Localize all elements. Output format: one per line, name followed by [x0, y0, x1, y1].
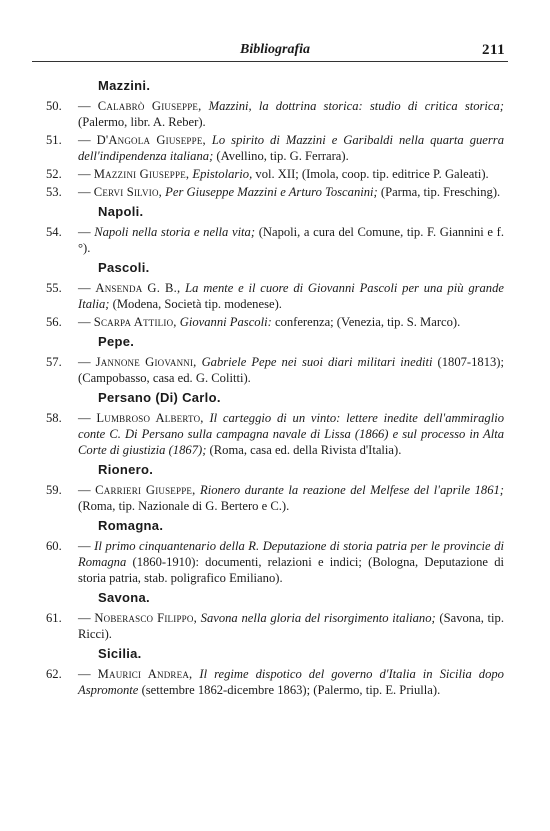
- entry-author: Noberasco Filippo,: [94, 611, 197, 625]
- section: [46, 646, 504, 698]
- entry-title: Epistolario,: [192, 167, 253, 181]
- entry-publication: (1860-1910): documenti, relazioni e indici; (Bologna, Deputazione di storia patria, stab. poligrafico Emiliano).: [78, 555, 504, 585]
- bibliography-entry: 62. — Maurici Andrea, Il regime dispotico del governo d'Italia in Sicilia dopo Aspromonte (settembre 1862-dicembre 1863); (Palermo, tip. E. Priulla).: [46, 667, 504, 697]
- entry-number: 61.: [46, 611, 62, 625]
- entry-publication: vol. XII; (Imola, coop. tip. editrice P. Galeati).: [255, 167, 489, 181]
- section-heading: Pepe.: [98, 334, 135, 349]
- entry-title: Il carteggio di un vinto: lettere inedite dell'ammiraglio conte C. Di Persano sulla campagna navale di Lissa (1866) e sul processo in Alta Corte di giustizia (1867);: [78, 411, 504, 457]
- entry-publication: (Palermo, libr. A. Reber).: [78, 115, 206, 129]
- section: [46, 78, 504, 200]
- entry-author: Mazzini Giuseppe,: [93, 167, 190, 181]
- section-heading: Pascoli.: [98, 260, 150, 275]
- entry-number: 51.: [46, 133, 62, 147]
- entry-author: Cervi Silvio,: [93, 185, 162, 199]
- entry-number: 57.: [46, 355, 62, 369]
- entry-number: 56.: [46, 315, 62, 329]
- bibliography-entry: 55. — Ansenda G. B., La mente e il cuore di Giovanni Pascoli per una più grande Italia; (Modena, Società tip. modenese).: [46, 281, 504, 311]
- entry-publication: (settembre 1862-dicembre 1863); (Palermo, tip. E. Priulla).: [141, 683, 441, 697]
- entry-title: Lo spirito di Mazzini e Garibaldi nella quarta guerra dell'indipendenza italiana;: [78, 133, 504, 163]
- section: [46, 334, 504, 386]
- entry-title: Savona nella gloria del risorgimento italiano;: [200, 611, 436, 625]
- bibliography-entry: 58. — Lumbroso Alberto, Il carteggio di un vinto: lettere inedite dell'ammiraglio conte C. Di Persano sulla campagna navale di Lissa (1866) e sul processo in Alta Corte di giustizia (1867); (Roma, casa ed. della Rivista d'Italia).: [46, 411, 504, 457]
- bibliography-entry: 54. — Napoli nella storia e nella vita; (Napoli, a cura del Comune, tip. F. Giannini e f.°).: [46, 225, 504, 255]
- entry-number: 60.: [46, 539, 62, 553]
- bibliography-list: [46, 78, 504, 702]
- section-heading: Rionero.: [98, 462, 154, 477]
- entry-author: Ansenda G. B.,: [95, 281, 181, 295]
- entry-title: Il primo cinquantenario della R. Deputazione di storia patria per le provincie di Romagna: [78, 539, 504, 569]
- bibliography-entry: 61. — Noberasco Filippo, Savona nella gloria del risorgimento italiano; (Savona, tip. Ricci).: [46, 611, 505, 641]
- entry-number: 62.: [46, 667, 62, 681]
- bibliography-entry: 51. — D'Angola Giuseppe, Lo spirito di Mazzini e Garibaldi nella quarta guerra dell'indipendenza italiana; (Avellino, tip. G. Ferrara).: [46, 133, 504, 163]
- section: [46, 462, 504, 514]
- entry-number: 54.: [46, 225, 62, 239]
- entry-number: 52.: [46, 167, 62, 181]
- section: [46, 590, 504, 642]
- entry-publication: (Parma, tip. Fresching).: [380, 185, 501, 199]
- entry-number: 55.: [46, 281, 62, 295]
- entry-author: Lumbroso Alberto,: [96, 411, 204, 425]
- bibliography-entry: 53. — Cervi Silvio, Per Giuseppe Mazzini e Arturo Toscanini; (Parma, tip. Fresching).: [46, 185, 501, 199]
- section-heading: Sicilia.: [98, 646, 142, 661]
- entry-author: Jannone Giovanni,: [95, 355, 197, 369]
- entry-author: D'Angola Giuseppe,: [96, 133, 206, 147]
- bibliography-entry: 56. — Scarpa Attilio, Giovanni Pascoli: conferenza; (Venezia, tip. S. Marco).: [46, 315, 461, 329]
- entry-title: La mente e il cuore di Giovanni Pascoli per una più grande Italia;: [78, 281, 504, 311]
- entry-title: Giovanni Pascoli:: [179, 315, 272, 329]
- section-heading: Persano (Di) Carlo.: [98, 390, 221, 405]
- entry-number: 58.: [46, 411, 62, 425]
- section-heading: Savona.: [98, 590, 150, 605]
- section-heading: Romagna.: [98, 518, 164, 533]
- bibliography-entry: 57. — Jannone Giovanni, Gabriele Pepe nei suoi diari militari inediti (1807-1813); (Campobasso, casa ed. G. Colitti).: [46, 355, 504, 385]
- section: [46, 260, 504, 330]
- entry-author: Maurici Andrea,: [97, 667, 193, 681]
- entry-number: 50.: [46, 99, 62, 113]
- entry-publication: (Savona, tip. Ricci).: [78, 611, 505, 641]
- section: [46, 390, 504, 458]
- running-title: Bibliografia: [240, 42, 311, 57]
- entry-title: Per Giuseppe Mazzini e Arturo Toscanini;: [165, 185, 378, 199]
- entry-publication: conferenza; (Venezia, tip. S. Marco).: [274, 315, 461, 329]
- entry-number: 59.: [46, 483, 62, 497]
- bibliography-entry: 50. — Calabrò Giuseppe, Mazzini, la dottrina storica: studio di critica storica; (Palermo, libr. A. Reber).: [46, 99, 504, 129]
- entry-publication: (Avellino, tip. G. Ferrara).: [216, 149, 349, 163]
- page-number: 211: [482, 42, 506, 58]
- section: [46, 204, 504, 256]
- section-heading: Napoli.: [98, 204, 144, 219]
- entry-author: Calabrò Giuseppe,: [97, 99, 202, 113]
- entry-publication: (Napoli, a cura del Comune, tip. F. Giannini e f.°).: [78, 225, 504, 255]
- entry-author: Carrieri Giuseppe,: [95, 483, 196, 497]
- entry-title: Mazzini, la dottrina storica: studio di critica storica;: [208, 99, 504, 113]
- entry-title: Il regime dispotico del governo d'Italia in Sicilia dopo Aspromonte: [78, 667, 504, 697]
- section-heading: Mazzini.: [98, 78, 151, 93]
- entry-title: Napoli nella storia e nella vita;: [94, 225, 256, 239]
- section: [46, 518, 504, 586]
- header-rule: [32, 61, 508, 62]
- entry-publication: (1807-1813); (Campobasso, casa ed. G. Colitti).: [78, 355, 504, 385]
- bibliography-entry: 52. — Mazzini Giuseppe, Epistolario, vol. XII; (Imola, coop. tip. editrice P. Galeati).: [46, 167, 489, 181]
- entry-publication: (Roma, tip. Nazionale di G. Bertero e C.).: [78, 499, 290, 513]
- entry-publication: (Roma, casa ed. della Rivista d'Italia).: [209, 443, 402, 457]
- entry-number: 53.: [46, 185, 62, 199]
- entry-author: Scarpa Attilio,: [93, 315, 177, 329]
- bibliography-entry: 60. — Il primo cinquantenario della R. Deputazione di storia patria per le provincie di Romagna (1860-1910): documenti, relazioni e indici; (Bologna, Deputazione di storia patria, stab. poligrafico Emiliano).: [46, 539, 504, 585]
- bibliography-entry: 59. — Carrieri Giuseppe, Rionero durante la reazione del Melfese del l'aprile 1861; (Roma, tip. Nazionale di G. Bertero e C.).: [46, 483, 505, 513]
- entry-title: Rionero durante la reazione del Melfese del l'aprile 1861;: [200, 483, 505, 497]
- entry-publication: (Modena, Società tip. modenese).: [112, 297, 282, 311]
- entry-title: Gabriele Pepe nei suoi diari militari inediti: [201, 355, 433, 369]
